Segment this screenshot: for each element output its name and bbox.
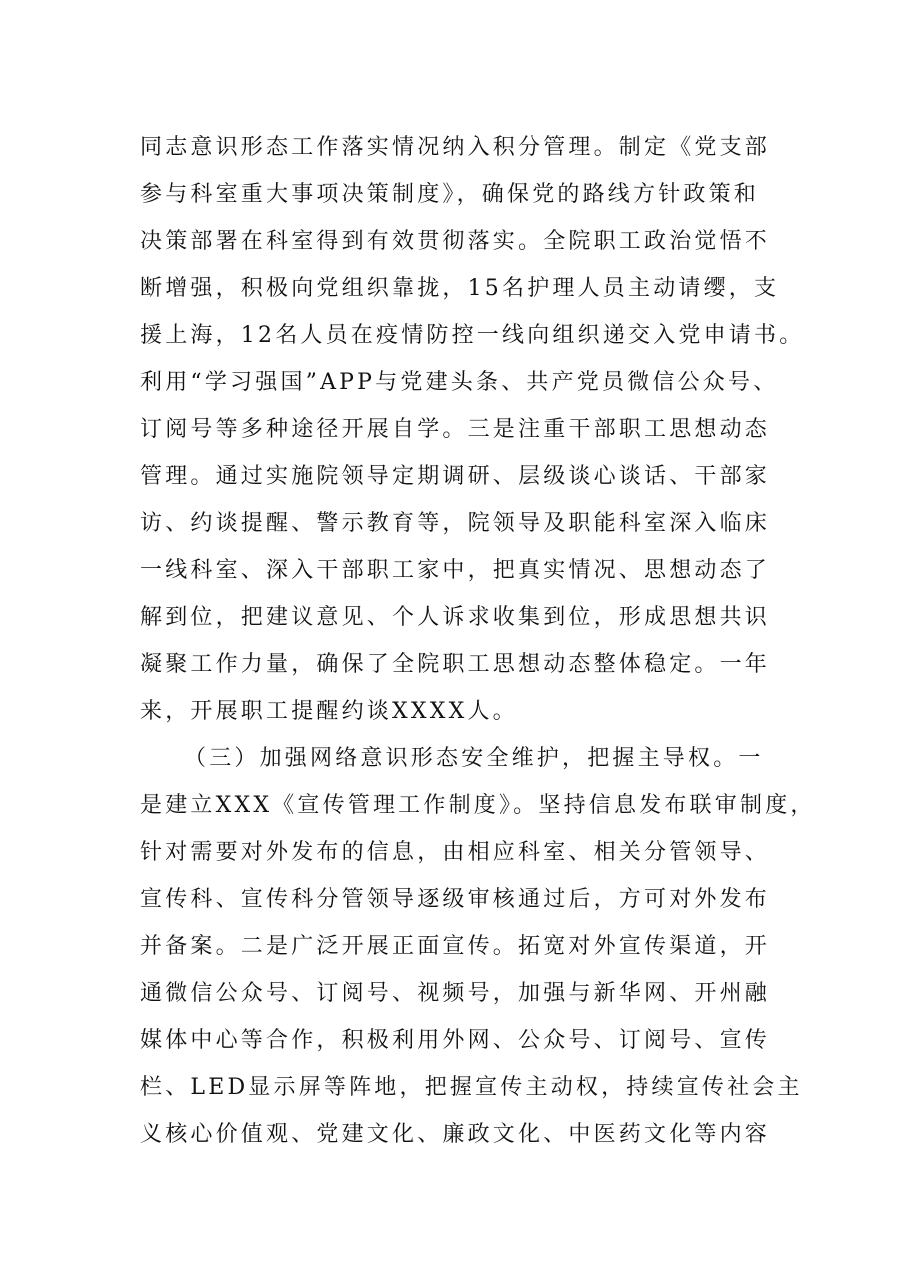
section-heading-line: （三）加强网络意识形态安全维护，把握主导权。一 <box>184 746 764 771</box>
text-line-6: 利用“学习强国”APP与党建头条、共产党员微信公众号、 <box>140 370 779 395</box>
text-line-2: 参与科室重大事项决策制度》，确保党的路线方针政策和 <box>140 182 760 207</box>
text-line-11: 解到位，把建议意见、个人诉求收集到位，形成思想共识 <box>140 605 771 630</box>
text-line-21: 栏、LED显示屏等阵地，把握宣传主动权，持续宣传社会主 <box>140 1075 803 1100</box>
text-line-19: 通微信公众号、订阅号、视频号，加强与新华网、开州融 <box>140 981 771 1006</box>
text-line-9: 访、约谈提醒、警示教育等，院领导及职能科室深入临床 <box>140 511 771 536</box>
text-line-1: 同志意识形态工作落实情况纳入积分管理。制定《党支部 <box>140 135 771 160</box>
text-line-15: 是建立XXX《宣传管理工作制度》。坚持信息发布联审制度， <box>140 793 816 818</box>
text-line-10: 一线科室、深入干部职工家中，把真实情况、思想动态了 <box>140 558 771 583</box>
body-text <box>140 124 816 1158</box>
text-line-4: 断增强，积极向党组织靠拢，15名护理人员主动请缨，支 <box>140 276 780 301</box>
text-line-3: 决策部署在科室得到有效贯彻落实。全院职工政治觉悟不 <box>140 229 771 254</box>
text-line-20: 媒体中心等合作，积极利用外网、公众号、订阅号、宣传 <box>140 1028 771 1053</box>
text-line-12: 凝聚工作力量，确保了全院职工思想动态整体稳定。一年 <box>140 652 771 677</box>
text-line-7: 订阅号等多种途径开展自学。三是注重干部职工思想动态 <box>140 417 771 442</box>
text-line-8: 管理。通过实施院领导定期调研、层级谈心谈话、干部家 <box>140 464 771 489</box>
text-line-16: 针对需要对外发布的信息，由相应科室、相关分管领导、 <box>140 840 771 865</box>
text-line-13: 来，开展职工提醒约谈XXXX人。 <box>140 699 518 724</box>
text-line-18: 并备案。二是广泛开展正面宣传。拓宽对外宣传渠道，开 <box>140 934 771 959</box>
text-line-22: 义核心价值观、党建文化、廉政文化、中医药文化等内容 <box>140 1122 771 1147</box>
text-line-5: 援上海，12名人员在疫情防控一线向组织递交入党申请书。 <box>140 323 805 348</box>
text-line-17: 宣传科、宣传科分管领导逐级审核通过后，方可对外发布 <box>140 887 771 912</box>
